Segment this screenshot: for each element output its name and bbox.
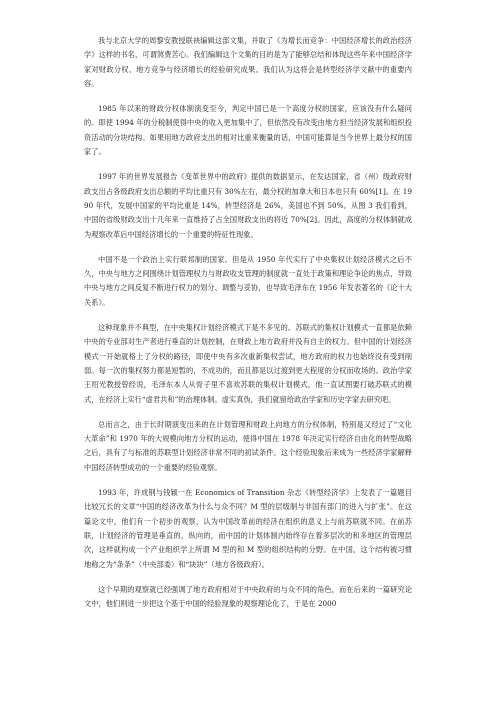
paragraph: 这种现象并不典型，在中央集权计划经济模式下是不多见的。苏联式的集权计划模式一直都是依赖中央的专业部对生产者进行垂直的计划控制，在财政上地方政府并没有自主的权力。但中国的计划经济模式一开始就格上了分权的路径，即使中央有多次重新集权尝试，地方政府的权力也始终没有受到削弱。每一次的集权努力都是短暂的，不成功的，而且都是以过渡到更大程度的分权而收场的。政治学家王绍光教授曾经说，毛泽东本人从骨子里不喜欢苏联的集权计划模式，他一直试图要打破苏联式的模式，在经济上实行“虚君共和”的治理体制。虚实真伪，我们就留给政治学家和历史学家去研究吧。	[84, 323, 412, 404]
paragraph: 总而言之，由于长时期演变出来的在计划管理和财政上向地方的分权体制，特别是又经过了“文化大革命”和 1970 年的大规模向地方分权的运动，使得中国在 1978 年决定实行经济自由化的转型战略之后，具有了与标准的苏联型计划经济非常不同的初试条件。这个经验现象后来成为一些经济学家解释中国经济转型成功的一个重要的经验观察。	[84, 419, 412, 472]
paragraph: 1997 年的世界发展报告《变革世界中的政府》提供的数据显示，在发达国家，省（州）级政府财政支出占各级政府支出总额的平均比重只有 30%左右，最分权的加拿大和日本也只有 60%[1]。在 1990 年代，发展中国家的平均比重是 14%，转型经济是 26%，美国也不到 50%。从图 3 我们看到，中国的省级财政支出十几年来一直维持了占全国财政支出的将近 70%[2]。因此，高度的分权体制就成为观察改革后中国经济增长的一个重要的特征性现象。	[84, 172, 412, 239]
paragraph: 中国不是一个政治上实行联邦制的国家。但是从 1950 年代实行了中央集权计划经济模式之后不久，中央与地方之间围绕计划管理权力与财政收支管理的制度就一直处于政策和理论争论的焦点，导致中央与地方之间反复不断进行权力的划分、调整与妥协，也导致毛泽东在 1956 年发表著名的《论十大关系》。	[84, 254, 412, 307]
paragraph: 1993 年，许成钢与钱颖一在 Economics of Transition 杂志《转型经济学》上发表了一篇题目比较冗长的文章“中国的经济改革为什么与众不同？M 型的层级制与非国有部门的进入与扩张”。在这篇论文中，他们有一个初步的观察，认为中国改革前的经济在组织的意义上与前苏联就不同。在前苏联，计划经济的管理是垂直的，纵向的，而中国的计划体制内始终存在着多层次的和多地区的管理层次，这样就构成一个产业组织学上所谓 M 型的和 M 型的组织结构的分野。在中国，这个结构被习惯地称之为“条条”（中央部委）和“块块”（地方各级政府）。	[84, 488, 412, 569]
paragraph: 我与北京大学的周黎安教授联袂编辑这部文集，并取了《为增长而竞争：中国经济增长的政治经济学》这样的书名，可谓煞费苦心。我们编辑这个文集的目的是为了能够总结和体现这些年来中国经济学家对财政分权、地方竞争与经济增长的经验研究成果。我们认为这将会是转型经济学文献中的重要内容。	[84, 36, 412, 88]
paragraph: 1985 年以来的财政分权体制演变至今，判定中国已是一个高度分权的国家，应该没有什么疑问的。即使 1994 年的分税制使得中央的收入更加集中了，但依然没有改变由地方担当经济发展和组织投资活动的分块结构。如果用地方政府支出的相对比重来衡量的话，中国可能算是当今世界上最分权的国家了。	[84, 104, 412, 157]
paragraph: 这个早期的观察就已经强调了地方政府相对于中央政府的与众不同的角色，而在后来的一篇研究论文中，他们则进一步把这个基于中国的经验现象的观察理论化了，于是在 2000	[84, 584, 412, 609]
